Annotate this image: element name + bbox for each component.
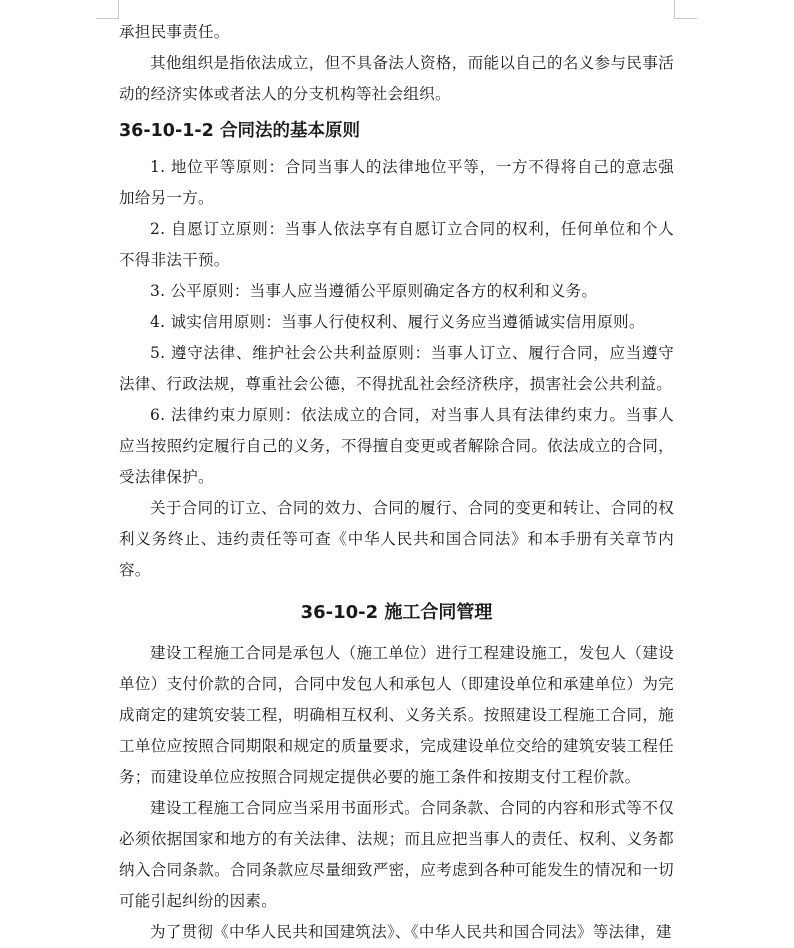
principle-item: 2. 自愿订立原则：当事人依法享有自愿订立合同的权利，任何单位和个人不得非法干预。 [119,220,674,269]
principle-item: 4. 诚实信用原则：当事人行使权利、履行义务应当遵循诚实信用原则。 [150,313,645,331]
paragraph-other-organization: 其他组织是指依法成立，但不具备法人资格，而能以自己的名义参与民事活动的经济实体或者法人的分支机构等社会组织。 [119,54,674,103]
principle-item: 1. 地位平等原则：合同当事人的法律地位平等，一方不得将自己的意志强加给另一方。 [119,158,674,207]
document-page [119,17,674,948]
paragraph-written-form: 建设工程施工合同应当采用书面形式。合同条款、合同的内容和形式等不仅必须依据国家和地方的有关法律、法规；而且应把当事人的责任、权利、义务都纳入合同条款。合同条款应尽量细致严密，应考虑到各种可能发生的情况和一切可能引起纠纷的因素。 [119,799,674,910]
heading-contract-law-principles: 36-10-1-2 合同法的基本原则 [119,121,360,141]
crop-mark-top-left [96,0,119,19]
paragraph-continuation: 承担民事责任。 [119,23,230,41]
heading-construction-contract-management: 36-10-2 施工合同管理 [300,602,493,623]
paragraph-reference: 关于合同的订立、合同的效力、合同的履行、合同的变更和转让、合同的权利义务终止、违约责任等可查《中华人民共和国合同法》和本手册有关章节内容。 [119,499,674,579]
crop-mark-top-right [674,0,697,19]
principle-item: 6. 法律约束力原则：依法成立的合同，对当事人具有法律约束力。当事人应当按照约定履行自己的义务，不得擅自变更或者解除合同。依法成立的合同，受法律保护。 [119,406,674,486]
paragraph-truncated: 为了贯彻《中华人民共和国建筑法》、《中华人民共和国合同法》等法律，建 [150,923,672,941]
principle-item: 5. 遵守法律、维护社会公共利益原则：当事人订立、履行合同，应当遵守法律、行政法规，尊重社会公德，不得扰乱社会经济秩序，损害社会公共利益。 [119,344,674,393]
principle-item: 3. 公平原则：当事人应当遵循公平原则确定各方的权利和义务。 [150,282,598,300]
paragraph-contract-definition: 建设工程施工合同是承包人（施工单位）进行工程建设施工，发包人（建设单位）支付价款的合同，合同中发包人和承包人（即建设单位和承建单位）为完成商定的建筑安装工程，明确相互权利、义务关系。按照建设工程施工合同，施工单位应按照合同期限和规定的质量要求，完成建设单位交给的建筑安装工程任务；而建设单位应按照合同规定提供必要的施工条件和按期支付工程价款。 [119,644,674,786]
